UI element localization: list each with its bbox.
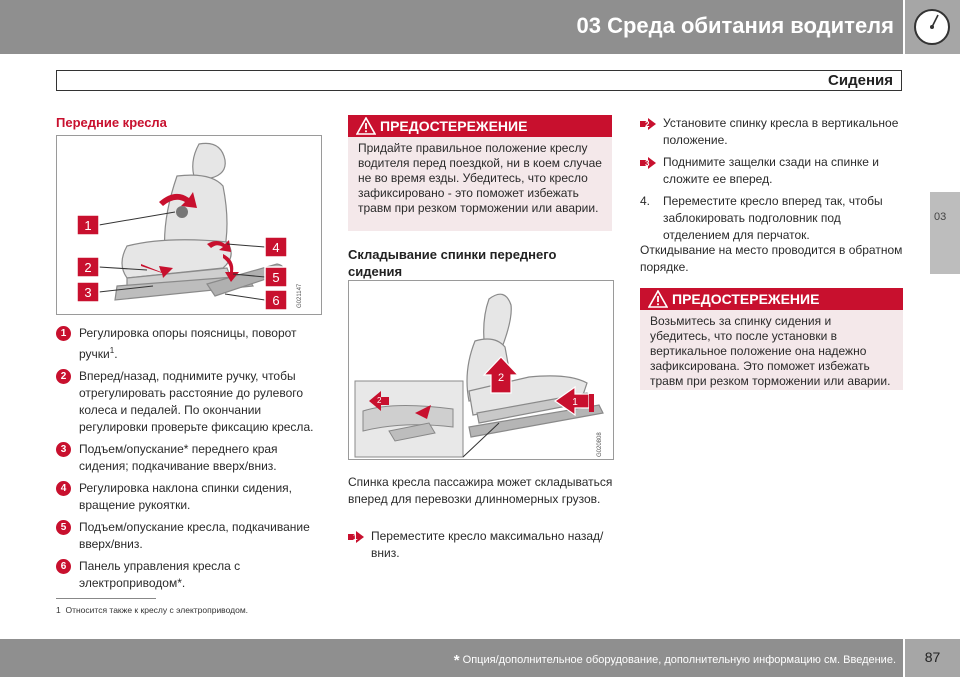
- item-number-badge: 1: [56, 326, 71, 341]
- page-number: 87: [924, 649, 941, 665]
- svg-text:4: 4: [272, 240, 280, 255]
- side-chapter-tab[interactable]: [930, 192, 960, 274]
- item-number-badge: 5: [56, 520, 71, 535]
- callout-5: [265, 267, 287, 287]
- callout-2: [77, 257, 99, 277]
- warning-title: ПРЕДОСТЕРЕЖЕНИЕ: [672, 291, 820, 307]
- list-item: 4. Переместите кресло вперед так, чтобы заблокировать подголовник под отделением для перчаток.: [640, 194, 883, 242]
- warning-header: [348, 115, 612, 137]
- svg-text:1: 1: [353, 533, 358, 542]
- warning-box-2: [640, 288, 903, 390]
- seat-illustration: [467, 294, 603, 437]
- list-item: 4 Регулировка наклона спинки сидения, вращение рукоятки.: [56, 480, 321, 514]
- list-item: 3 Поднимите защелки сзади на спинке и сложите ее вперед.: [640, 154, 904, 188]
- figure-code: G021147: [297, 283, 303, 308]
- list-item: 5 Подъем/опускание кресла, подкачивание вверх/вниз.: [56, 519, 321, 553]
- footnote: 1 Относится также к креслу с электроприводом.: [56, 605, 249, 615]
- side-tab-label: 03: [934, 211, 947, 223]
- warning-text: Возьмитесь за спинку сидения и убедитесь, что после установки в вертикальное положение она надежно зафиксирована. Это поможет избежать травм при резком торможении или аварии.: [650, 314, 891, 388]
- step-arrow-icon: [348, 531, 364, 548]
- list-item: 1 Регулировка опоры поясницы, поворот ручки$^1$.: [56, 325, 321, 363]
- front-seat-figure: [56, 135, 322, 315]
- fold-backrest-figure: [348, 280, 614, 460]
- item-number-badge: 6: [56, 559, 71, 574]
- step-arrow-icon: [640, 157, 656, 174]
- svg-text:2: 2: [645, 120, 650, 129]
- item-number-badge: 4: [56, 481, 71, 496]
- item-number-badge: 3: [56, 442, 71, 457]
- chapter-title: 03 Среда обитания водителя: [576, 13, 894, 38]
- list-item: 1 Переместите кресло максимально назад/вниз.: [348, 528, 613, 562]
- list-item: 2 Установите спинку кресла в вертикальное положение.: [640, 115, 904, 149]
- fold-steps-list-a: [348, 528, 613, 567]
- svg-text:2: 2: [377, 396, 382, 405]
- warning-header: [640, 288, 903, 310]
- svg-text:6: 6: [272, 293, 280, 308]
- figure-code: G020808: [597, 432, 603, 457]
- list-item: 2 Вперед/назад, поднимите ручку, чтобы отрегулировать расстояние до рулевого колеса и педалей. По окончании регулировки проверьте фиксацию кресла.: [56, 368, 321, 436]
- callout-3: [77, 282, 99, 302]
- svg-text:2: 2: [497, 372, 505, 384]
- svg-text:1: 1: [84, 218, 92, 233]
- step-arrow-icon: [640, 118, 656, 135]
- warning-title: ПРЕДОСТЕРЕЖЕНИЕ: [380, 118, 528, 134]
- callout-6: [265, 290, 287, 310]
- callout-1: [77, 215, 99, 235]
- header-icon-box: [905, 0, 960, 54]
- warning-triangle-icon: [648, 290, 668, 308]
- reverse-order-paragraph: Откидывание на место проводится в обратном порядке.: [640, 243, 903, 274]
- item-number-badge: 2: [56, 369, 71, 384]
- footer-note: * Опция/дополнительное оборудование, дополнительную информацию см. Введение.: [453, 652, 896, 669]
- svg-text:5: 5: [272, 270, 280, 285]
- callout-4: [265, 237, 287, 257]
- list-item: 3 Подъем/опускание* переднего края сидения; подкачивание вверх/вниз.: [56, 441, 321, 475]
- fold-steps-list-b: [640, 115, 904, 249]
- gauge-icon: [905, 0, 960, 54]
- svg-text:3: 3: [84, 285, 92, 300]
- section-title-box: [56, 70, 902, 91]
- passenger-seat-paragraph: Спинка кресла пассажира может складываться вперед для перевозки длинномерных грузов.: [348, 475, 613, 506]
- warning-triangle-icon: [356, 117, 376, 135]
- fold-backrest-heading: Складывание спинки переднего сидения: [348, 247, 557, 279]
- seat-controls-list: [56, 325, 321, 597]
- svg-text:1: 1: [572, 397, 578, 408]
- svg-text:2: 2: [84, 260, 92, 275]
- warning-box-1: [348, 115, 612, 231]
- section-title: Сидения: [828, 72, 893, 89]
- step-number: 4.: [640, 194, 651, 208]
- front-seats-heading: Передние кресла: [56, 115, 167, 130]
- list-item: 6 Панель управления кресла с электроприводом*.: [56, 558, 321, 592]
- warning-text: Придайте правильное положение креслу водителя перед поездкой, ни в коем случае не во время езды. Убедитесь, что кресло зафиксировано - это поможет избежать травм при резком торможении или аварии.: [358, 141, 602, 215]
- svg-text:3: 3: [645, 159, 650, 168]
- footnote-divider: [56, 598, 156, 599]
